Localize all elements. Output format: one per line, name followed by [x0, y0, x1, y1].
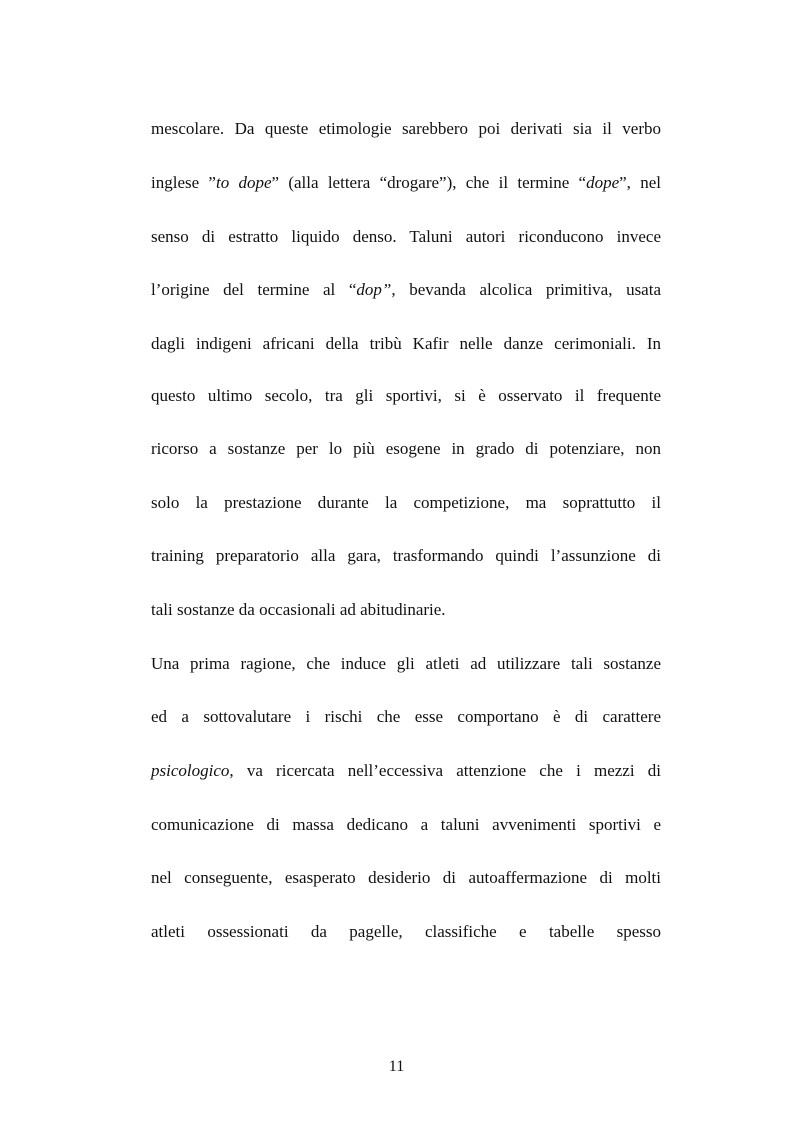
text-segment: ”, nel	[619, 173, 661, 192]
text-line	[151, 653, 661, 675]
text-line	[151, 226, 661, 248]
text-line	[151, 438, 661, 460]
text-line	[151, 814, 661, 836]
text-segment: , va ricercata nell’eccessiva attenzione che i mezzi di	[229, 761, 661, 780]
text-segment: questo ultimo secolo, tra gli sportivi, si è osservato il frequente	[151, 386, 661, 405]
text-line	[151, 706, 661, 728]
text-segment: l’origine del termine al “	[151, 280, 357, 299]
text-line	[151, 333, 661, 355]
text-segment: atleti ossessionati da pagelle, classifiche e tabelle spesso	[151, 922, 661, 941]
text-segment: , bevanda alcolica primitiva, usata	[391, 280, 661, 299]
text-segment: training preparatorio alla gara, trasformando quindi l’assunzione di	[151, 546, 661, 565]
text-segment: solo la prestazione durante la competizione, ma soprattutto il	[151, 493, 661, 512]
text-line	[151, 760, 661, 782]
text-line	[151, 385, 661, 407]
page-number: 11	[388, 1058, 405, 1075]
text-line	[151, 172, 661, 194]
text-line	[151, 599, 661, 621]
text-segment: nel conseguente, esasperato desiderio di autoaffermazione di molti	[151, 868, 661, 887]
text-line	[151, 867, 661, 889]
italic-text: dop”	[356, 280, 392, 299]
text-segment: dagli indigeni africani della tribù Kafir nelle danze cerimoniali. In	[151, 334, 661, 353]
italic-text: to dope	[215, 173, 272, 192]
italic-text: psicologico	[151, 761, 230, 780]
text-line	[151, 545, 661, 567]
text-segment: inglese ”	[151, 173, 216, 192]
text-segment: mescolare. Da queste etimologie sarebbero poi derivati sia il verbo	[151, 119, 661, 138]
text-segment: tali sostanze da occasionali ad abitudinarie.	[151, 600, 446, 619]
italic-text: dope	[586, 173, 620, 192]
text-line	[151, 118, 661, 140]
text-segment: ed a sottovalutare i rischi che esse comportano è di carattere	[151, 707, 661, 726]
text-segment: ” (alla lettera “drogare”), che il termine “	[271, 173, 587, 192]
text-segment: ricorso a sostanze per lo più esogene in grado di potenziare, non	[151, 439, 661, 458]
text-segment: comunicazione di massa dedicano a taluni avvenimenti sportivi e	[151, 815, 661, 834]
text-line	[151, 279, 661, 301]
text-segment: senso di estratto liquido denso. Taluni autori riconducono invece	[151, 227, 661, 246]
text-segment: Una prima ragione, che induce gli atleti ad utilizzare tali sostanze	[151, 654, 661, 673]
text-line	[151, 492, 661, 514]
text-line	[151, 921, 661, 943]
